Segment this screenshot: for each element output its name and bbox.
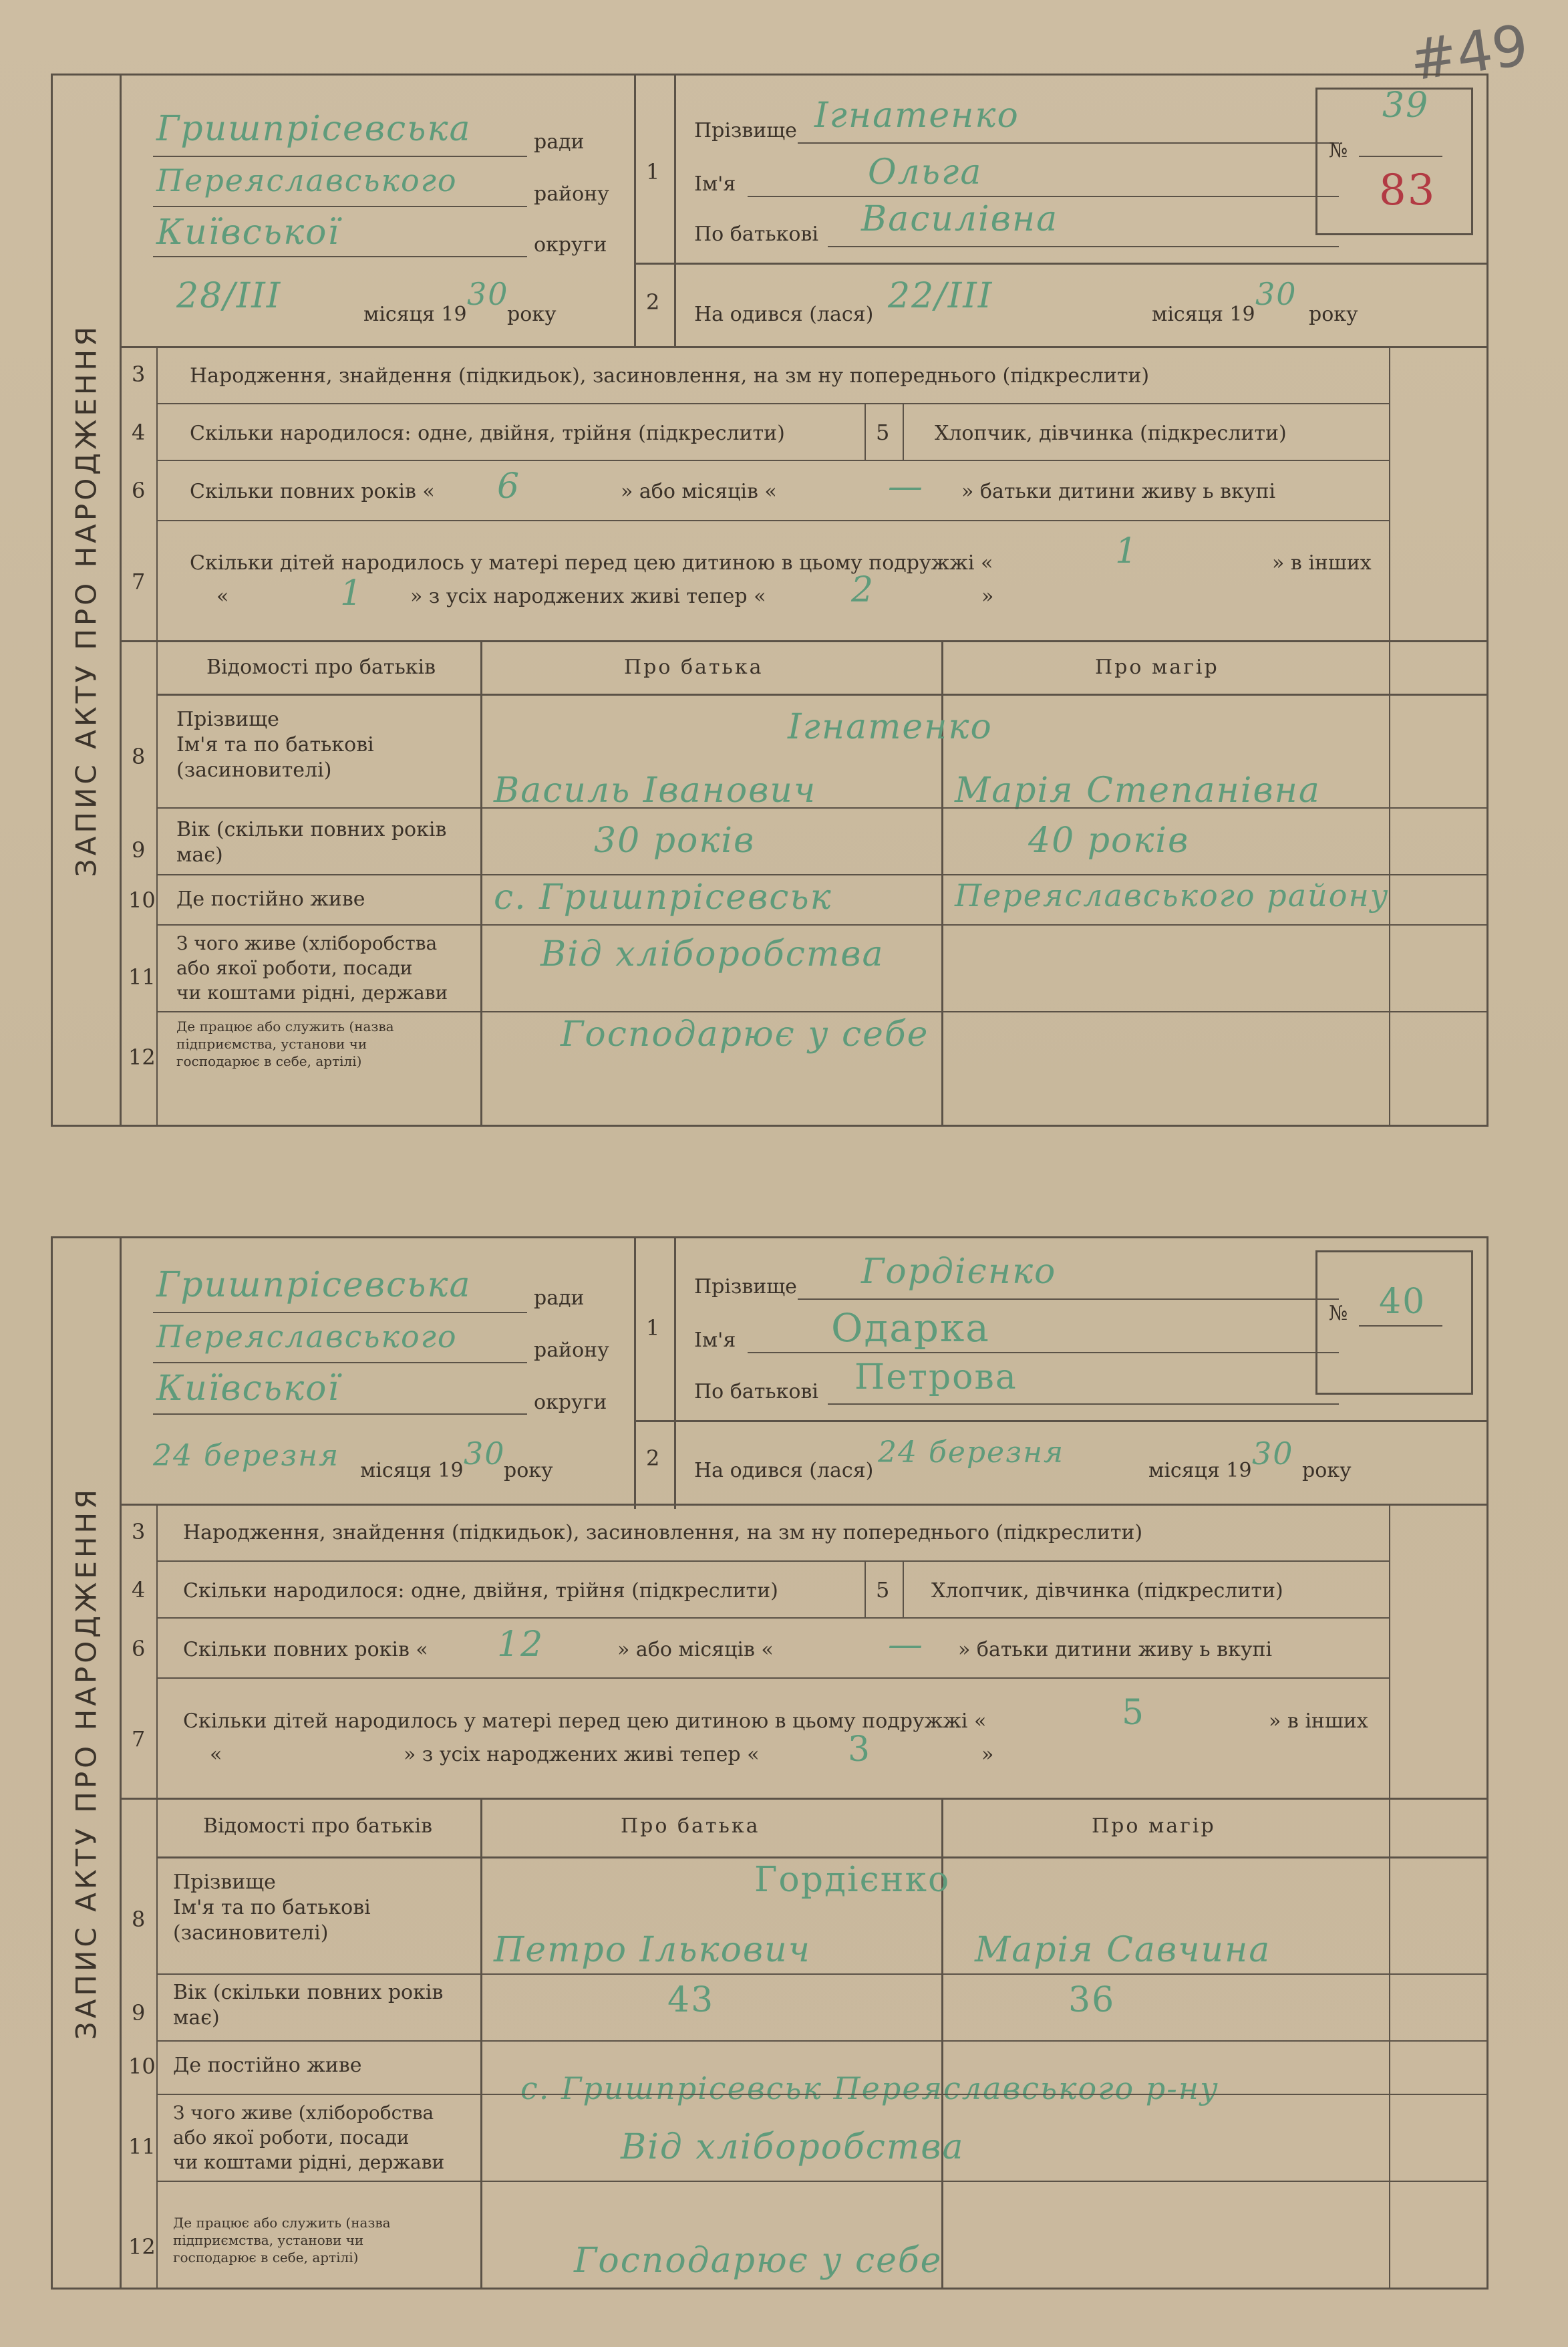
row-5-text: Хлопчик, дівчинка (підкреслити): [935, 422, 1287, 445]
row-7-text-d: » з усіх народжених живі тепер «: [404, 1743, 760, 1766]
row-10-number: 10: [128, 887, 156, 913]
rayon-label: району: [534, 1339, 609, 1362]
row-11-father: Від хліборобства: [621, 2127, 965, 2167]
row-9-label: Вік (скільки повних років має): [176, 818, 447, 867]
row-12-label: Де працює або служить (назва підприємства, установи чи господарює в себе, артілі): [176, 1018, 394, 1069]
parents-header-mother: Про магір: [1095, 656, 1219, 679]
row-1-number: 1: [646, 1315, 660, 1341]
record-date-year: 30: [467, 276, 509, 312]
birth-year: 30: [1252, 1435, 1294, 1472]
birth-record-form-2: [51, 1236, 1488, 2290]
row-3-number: 3: [132, 1519, 146, 1544]
row-9-number: 9: [132, 837, 146, 863]
row-12-number: 12: [128, 2234, 156, 2259]
record-number-label: №: [1329, 1302, 1348, 1325]
record-date-month-label: місяця 19: [363, 303, 467, 326]
row-4-text: Скільки народилося: одне, двійня, трійня (підкреслити): [183, 1579, 778, 1603]
row-8-label: Прізвище Ім'я та по батькові (засиновителі): [173, 1871, 371, 1945]
row-11-father: Від хліборобства: [540, 934, 885, 974]
birth-day: 22/III: [888, 276, 993, 316]
row-12-father: Господарює у себе: [574, 2241, 943, 2281]
child-patronymic-value: Петрова: [854, 1357, 1017, 1397]
child-name-label: Ім'я: [694, 172, 736, 196]
row-4-number: 4: [132, 420, 146, 445]
row-6-text-b: » або місяців «: [617, 1638, 774, 1661]
record-date-year-label: року: [507, 303, 557, 326]
row-6-text-a: Скільки повних років «: [183, 1638, 428, 1661]
record-date-year: 30: [464, 1435, 506, 1472]
birth-year: 30: [1255, 276, 1297, 312]
record-date-day: 24 березня: [153, 1439, 340, 1473]
row-11-number: 11: [128, 2134, 156, 2159]
row-10-number: 10: [128, 2054, 156, 2079]
row-8-surname: Гордієнко: [754, 1860, 951, 1900]
rada-label: ради: [534, 1286, 585, 1310]
child-patronymic-label: По батькові: [694, 223, 818, 246]
row-9-father: 30 років: [594, 821, 756, 861]
row-4-number: 4: [132, 1577, 146, 1603]
row-7-value-c: 2: [851, 570, 875, 610]
row-7-value-a: 5: [1122, 1693, 1146, 1733]
row-5-text: Хлопчик, дівчинка (підкреслити): [931, 1579, 1283, 1603]
row-2-number: 2: [646, 1445, 660, 1471]
rada-value: Гришпрісевська: [156, 1265, 472, 1305]
row-3-text: Народження, знайдення (підкидьок), засиновлення, на зм ну попереднього (підкреслити): [190, 364, 1150, 388]
child-patronymic-value: Василівна: [861, 199, 1059, 239]
row-7-value-a: 1: [1115, 531, 1139, 571]
row-8-number: 8: [132, 744, 146, 769]
okrug-label: округи: [534, 233, 607, 257]
row-11-label: З чого живе (хліборобства або якої роботи, посади чи коштами рідні, держави: [173, 2102, 445, 2173]
row-7-text-d: » з усіх народжених живі тепер «: [410, 585, 766, 608]
record-number-red: 83: [1379, 166, 1436, 215]
row-7-text-c: «: [216, 585, 229, 608]
form-side-title: ЗАПИС АКТУ ПРО НАРОДЖЕННЯ: [53, 76, 122, 1125]
parents-header-father: Про батька: [624, 656, 764, 679]
row-8-surname: Ігнатенко: [788, 707, 993, 747]
row-1-number: 1: [646, 159, 660, 184]
row-3-number: 3: [132, 362, 146, 387]
row-6-text-b: » або місяців «: [621, 480, 777, 503]
row-6-text-a: Скільки повних років «: [190, 480, 435, 503]
okrug-value: Київської: [156, 1369, 341, 1409]
row-9-father: 43: [667, 1980, 715, 2020]
child-surname-label: Прізвище: [694, 1275, 797, 1298]
row-9-number: 9: [132, 2000, 146, 2026]
row-6-text-c: » батьки дитини живу ь вкупі: [961, 480, 1276, 503]
row-9-label: Вік (скільки повних років має): [173, 1981, 444, 2030]
row-4-text: Скільки народилося: одне, двійня, трійня (підкреслити): [190, 422, 785, 445]
birth-prefix: На одився (лася): [694, 1459, 874, 1482]
row-6-months-value: —: [888, 466, 924, 507]
row-7-text-a: Скільки дітей народилось у матері перед цею дитиною в цьому подружжі «: [190, 551, 993, 575]
row-8-father: Василь Іванович: [494, 771, 817, 811]
row-7-number: 7: [132, 1726, 146, 1752]
rada-label: ради: [534, 130, 585, 154]
record-date-day: 28/III: [176, 276, 282, 316]
row-10-mother: Переяславського району: [955, 877, 1390, 914]
row-8-label: Прізвище Ім'я та по батькові (засиновителі): [176, 708, 374, 782]
rayon-value: Переяславського: [156, 162, 458, 198]
birth-year-label: року: [1302, 1459, 1352, 1482]
row-10-label: Де постійно живе: [173, 2054, 362, 2077]
row-12-label: Де працює або служить (назва підприємства, установи чи господарює в себе, артілі): [173, 2215, 391, 2265]
rada-value: Гришпрісевська: [156, 109, 472, 149]
row-12-father: Господарює у себе: [561, 1014, 929, 1055]
birth-record-form-1: [51, 74, 1488, 1127]
row-6-months-value: —: [888, 1625, 924, 1665]
record-date-year-label: року: [504, 1459, 553, 1482]
birth-year-label: року: [1309, 303, 1358, 326]
birth-day: 24 березня: [878, 1435, 1065, 1470]
row-7-value-c: 3: [848, 1730, 872, 1770]
row-7-text-e: »: [981, 1743, 994, 1766]
row-3-text: Народження, знайдення (підкидьок), засиновлення, на зм ну попереднього (підкреслити): [183, 1521, 1143, 1544]
record-date-month-label: місяця 19: [360, 1459, 464, 1482]
okrug-label: округи: [534, 1391, 607, 1414]
birth-month-label: місяця 19: [1148, 1459, 1252, 1482]
birth-month-label: місяця 19: [1152, 303, 1255, 326]
record-number-label: №: [1329, 139, 1348, 162]
row-8-number: 8: [132, 1907, 146, 1932]
row-7-value-b: 1: [340, 573, 364, 613]
row-12-number: 12: [128, 1045, 156, 1070]
row-5-number: 5: [876, 420, 890, 445]
parents-header-mother: Про магір: [1092, 1814, 1216, 1838]
record-number: 39: [1382, 86, 1430, 126]
row-2-number: 2: [646, 289, 660, 315]
row-8-father: Петро Ількович: [494, 1930, 811, 1970]
okrug-value: Київської: [156, 213, 341, 253]
row-8-mother: Марія Степанівна: [955, 771, 1321, 811]
child-surname-label: Прізвище: [694, 119, 797, 142]
row-6-years-value: 6: [497, 466, 521, 507]
parents-header-info: Відомості про батьків: [206, 656, 436, 679]
child-surname-value: Гордієнко: [861, 1252, 1057, 1292]
row-10-father: с. Гришпрісевськ: [494, 877, 832, 918]
row-7-text-b: » в інших: [1269, 1709, 1368, 1733]
birth-prefix: На одився (лася): [694, 303, 874, 326]
row-7-text-b: » в інших: [1272, 551, 1372, 575]
row-6-years-value: 12: [497, 1625, 544, 1665]
row-6-text-c: » батьки дитини живу ь вкупі: [958, 1638, 1273, 1661]
row-10-label: Де постійно живе: [176, 887, 365, 911]
row-11-number: 11: [128, 964, 156, 990]
child-name-value: Ольга: [868, 152, 983, 192]
row-11-label: З чого живе (хліборобства або якої роботи, посади чи коштами рідні, держави: [176, 932, 448, 1004]
child-name-label: Ім'я: [694, 1329, 736, 1352]
row-8-mother: Марія Савчина: [975, 1930, 1271, 1970]
child-name-value: Одарка: [831, 1305, 990, 1351]
rayon-value: Переяславського: [156, 1319, 458, 1355]
rayon-label: району: [534, 182, 609, 206]
row-7-text-a: Скільки дітей народилось у матері перед цею дитиною в цьому подружжі «: [183, 1709, 987, 1733]
row-5-number: 5: [876, 1577, 890, 1603]
child-surname-value: Ігнатенко: [814, 96, 1020, 136]
parents-header-father: Про батька: [621, 1814, 760, 1838]
row-7-text-c: «: [210, 1743, 222, 1766]
form-side-title: ЗАПИС АКТУ ПРО НАРОДЖЕННЯ: [53, 1238, 122, 2288]
record-number: 40: [1379, 1282, 1426, 1322]
row-10-father: с. Гришпрісевськ Переяславського р-ну: [520, 2070, 1219, 2106]
row-7-number: 7: [132, 569, 146, 594]
row-9-mother: 36: [1068, 1980, 1116, 2020]
child-patronymic-label: По батькові: [694, 1380, 818, 1403]
row-6-number: 6: [132, 1636, 146, 1661]
row-6-number: 6: [132, 478, 146, 503]
corner-page-mark: #49: [1406, 12, 1533, 94]
parents-header-info: Відомості про батьків: [203, 1814, 433, 1838]
row-7-text-e: »: [981, 585, 994, 608]
row-9-mother: 40 років: [1028, 821, 1190, 861]
